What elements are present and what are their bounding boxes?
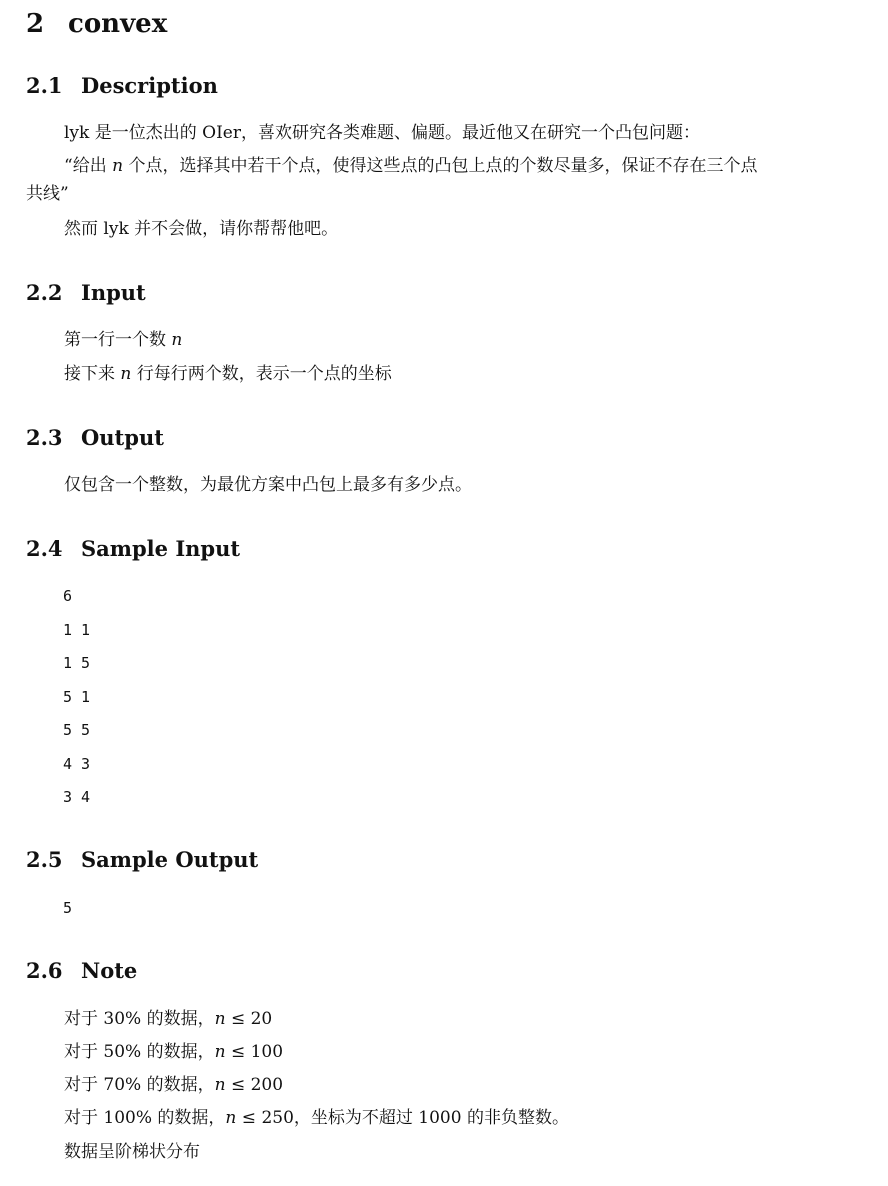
description-line-2: “给出 n 个点，选择其中若干个点，使得这些点的凸包上点的个数尽量多，保证不存在三个点 <box>64 156 758 176</box>
description-line-1: lyk 是一位杰出的 OIer，喜欢研究各类难题、偏题。最近他又在研究一个凸包问题： <box>64 123 700 143</box>
note-item: 对于 100% 的数据，n ≤ 250，坐标为不超过 1000 的非负整数。 <box>64 1108 569 1128</box>
sample-input-line: 1 1 <box>63 621 91 639</box>
chapter-title: convex <box>68 9 168 39</box>
chapter-number: 2 <box>26 9 45 39</box>
section-title: Sample Input <box>81 536 241 561</box>
math-var: n <box>214 1009 226 1029</box>
input-line-2: 接下来 n 行每行两个数，表示一个点的坐标 <box>64 364 392 384</box>
section-number: 2.2 <box>26 280 63 305</box>
section-number: 2.5 <box>26 847 63 872</box>
note-item: 对于 50% 的数据，n ≤ 100 <box>64 1042 284 1062</box>
description-line-3: 共线” <box>26 184 69 204</box>
math-var: n <box>112 156 124 176</box>
section-number: 2.4 <box>26 536 63 561</box>
math-var: n <box>171 330 183 350</box>
note-last-line: 数据呈阶梯状分布 <box>64 1142 200 1162</box>
math-var: n <box>120 364 132 384</box>
sample-input-line: 5 1 <box>63 688 91 706</box>
chapter-heading <box>26 6 167 42</box>
note-item: 对于 30% 的数据，n ≤ 20 <box>64 1009 273 1029</box>
math-var: n <box>225 1108 237 1128</box>
math-var: n <box>214 1042 226 1062</box>
description-line-4: 然而 lyk 并不会做，请你帮帮他吧。 <box>64 219 339 239</box>
sample-input-line: 1 5 <box>63 654 91 672</box>
section-description-heading <box>26 72 218 100</box>
note-item: 对于 70% 的数据，n ≤ 200 <box>64 1075 284 1095</box>
section-number: 2.1 <box>26 73 63 98</box>
math-var: n <box>214 1075 226 1095</box>
section-sample-input-heading <box>26 535 240 563</box>
section-title: Note <box>81 958 138 983</box>
sample-output-line: 5 <box>63 899 73 917</box>
section-title: Input <box>81 280 146 305</box>
sample-input-line: 6 <box>63 587 73 605</box>
section-number: 2.3 <box>26 425 63 450</box>
section-title: Description <box>81 73 218 98</box>
sample-input-line: 3 4 <box>63 788 91 806</box>
section-number: 2.6 <box>26 958 63 983</box>
section-output-heading <box>26 424 164 452</box>
section-sample-output-heading <box>26 846 258 874</box>
section-note-heading <box>26 957 137 985</box>
sample-input-line: 5 5 <box>63 721 91 739</box>
section-title: Output <box>81 425 164 450</box>
output-line-1: 仅包含一个整数，为最优方案中凸包上最多有多少点。 <box>64 475 472 495</box>
sample-input-line: 4 3 <box>63 755 91 773</box>
section-title: Sample Output <box>81 847 259 872</box>
input-line-1: 第一行一个数 n <box>64 330 183 350</box>
section-input-heading <box>26 279 146 307</box>
